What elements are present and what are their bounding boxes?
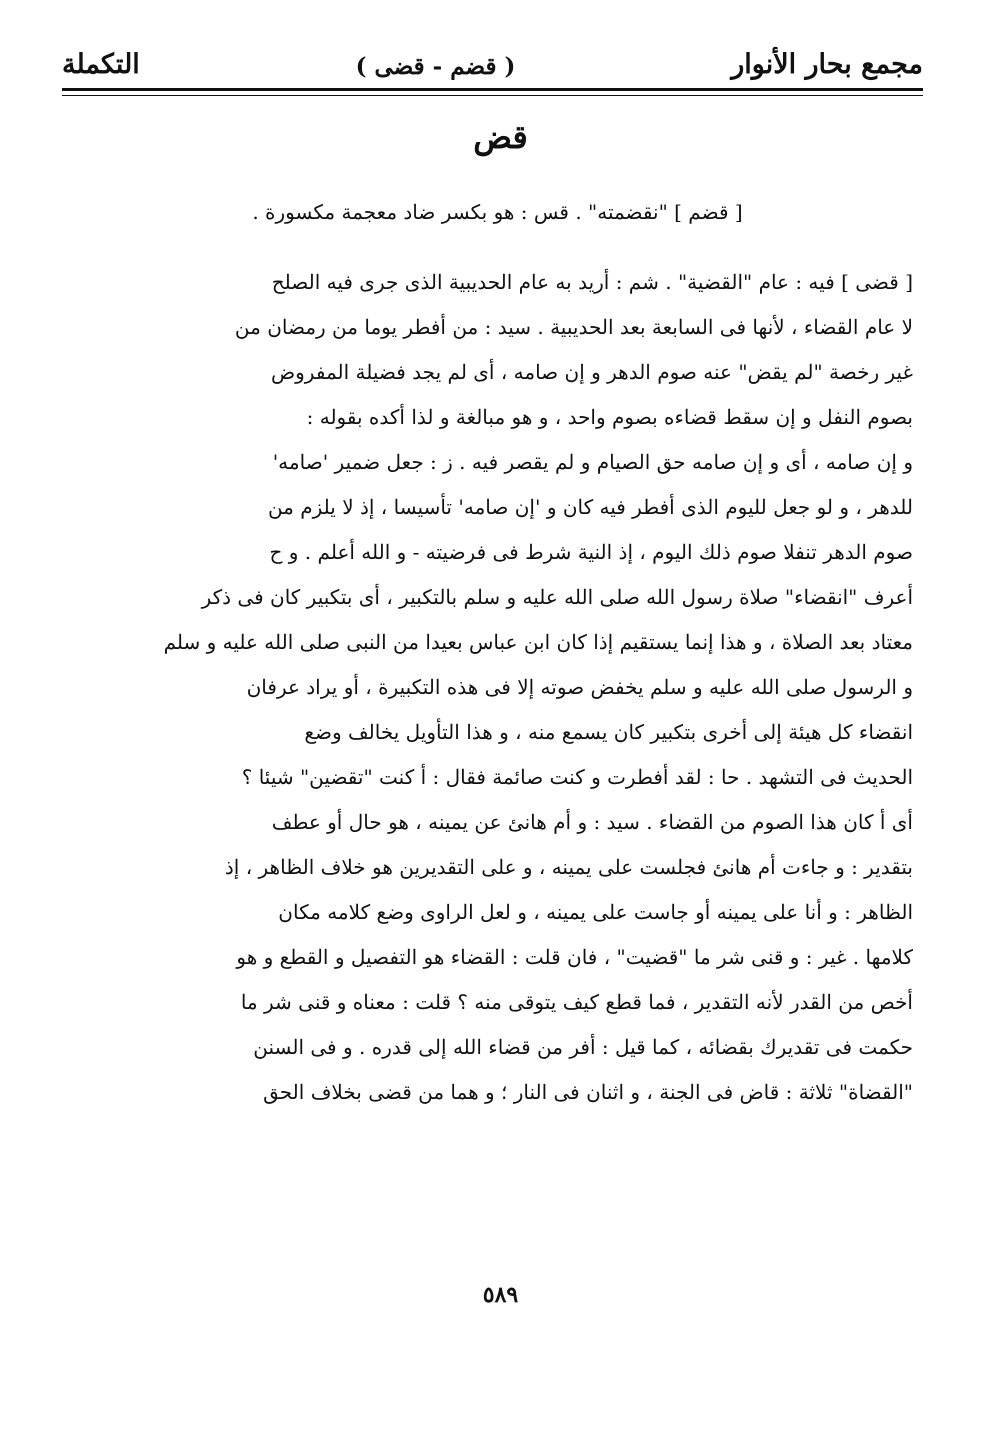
entry-line: كلامها . غير : و قنى شر ما "قضيت" ، فان قلت : القضاء هو التفصيل و القطع و هو [236, 945, 913, 969]
entry-line: للدهر ، و لو جعل لليوم الذى أفطر فيه كان و 'إن صامه' تأسيسا ، إذ لا يلزم من [267, 495, 913, 519]
entry-line: بتقدير : و جاءت أم هانئ فجلست على يمينه ، و على التقديرين هو خلاف الظاهر ، إذ [224, 855, 913, 879]
entry-line: معتاد بعد الصلاة ، و هذا إنما يستقيم إذا كان ابن عباس بعيدا من النبى صلى الله عليه و سلم [163, 630, 913, 654]
entry-line: غير رخصة "لم يقض" عنه صوم الدهر و إن صامه ، أى لم يجد فضيلة المفروض [270, 360, 913, 384]
entry-line: الظاهر : و أنا على يمينه أو جاست على يمينه ، و لعل الراوى وضع كلامه مكان [278, 900, 913, 924]
entry-line: صوم الدهر تنفلا صوم ذلك اليوم ، إذ النية شرط فى فرضيته - و الله أعلم . و ح [269, 540, 913, 564]
entry-line: لا عام القضاء ، لأنها فى السابعة بعد الحديبية . سيد : من أفطر يوما من رمضان من [234, 315, 913, 339]
entry-qada [82, 260, 913, 1115]
book-title: مجمع بحار الأنوار [731, 49, 923, 80]
entry-range: ( قضم - قضى ) [355, 53, 516, 80]
section-title: قض [473, 118, 528, 156]
entry-qadam [82, 190, 913, 235]
entry-line: أخص من القدر لأنه التقدير ، فما قطع كيف يتوقى منه ؟ قلت : معناه و قنى شر ما [240, 990, 913, 1014]
entry-line: الحديث فى التشهد . حا : لقد أفطرت و كنت صائمة فقال : أ كنت "تقضين" شيئا ؟ [241, 765, 913, 789]
entry-line: و إن صامه ، أى و إن صامه حق الصيام و لم يقصر فيه . ز : جعل ضمير 'صامه' [272, 450, 913, 474]
header-rule-thin [62, 95, 923, 96]
entry-line: حكمت فى تقديرك بقضائه ، كما قيل : أفر من قضاء الله إلى قدره . و فى السنن [253, 1035, 913, 1059]
entry-line: بصوم النفل و إن سقط قضاءه بصوم واحد ، و هو مبالغة و لذا أكده بقوله : [306, 405, 913, 429]
entry-line: [ قضى ] فيه : عام "القضية" . شم : أريد به عام الحديبية الذى جرى فيه الصلح [271, 270, 913, 294]
entry-line: انقضاء كل هيئة إلى أخرى بتكبير كان يسمع منه ، و هذا التأويل يخالف وضع [304, 720, 913, 744]
entry-line: أى أ كان هذا الصوم من القضاء . سيد : و أم هانئ عن يمينه ، هو حال أو عطف [271, 810, 913, 834]
header-rule-thick [62, 88, 923, 91]
page-number: ٥٨٩ [482, 1282, 519, 1308]
entry-line: و الرسول صلى الله عليه و سلم يخفض صوته إلا فى هذه التكبيرة ، أو يراد عرفان [246, 675, 913, 699]
volume-title: التكملة [62, 49, 140, 80]
entry-line: [ قضم ] "نقضمته" . قس : هو بكسر ضاد معجمة مكسورة . [252, 200, 743, 224]
entry-line: "القضاة" ثلاثة : قاض فى الجنة ، و اثنان فى النار ؛ و هما من قضى بخلاف الحق [263, 1080, 913, 1104]
running-header [62, 32, 923, 80]
entry-line: أعرف "انقضاء" صلاة رسول الله صلى الله عليه و سلم بالتكبير ، أى بتكبير كان فى ذكر [201, 585, 913, 609]
